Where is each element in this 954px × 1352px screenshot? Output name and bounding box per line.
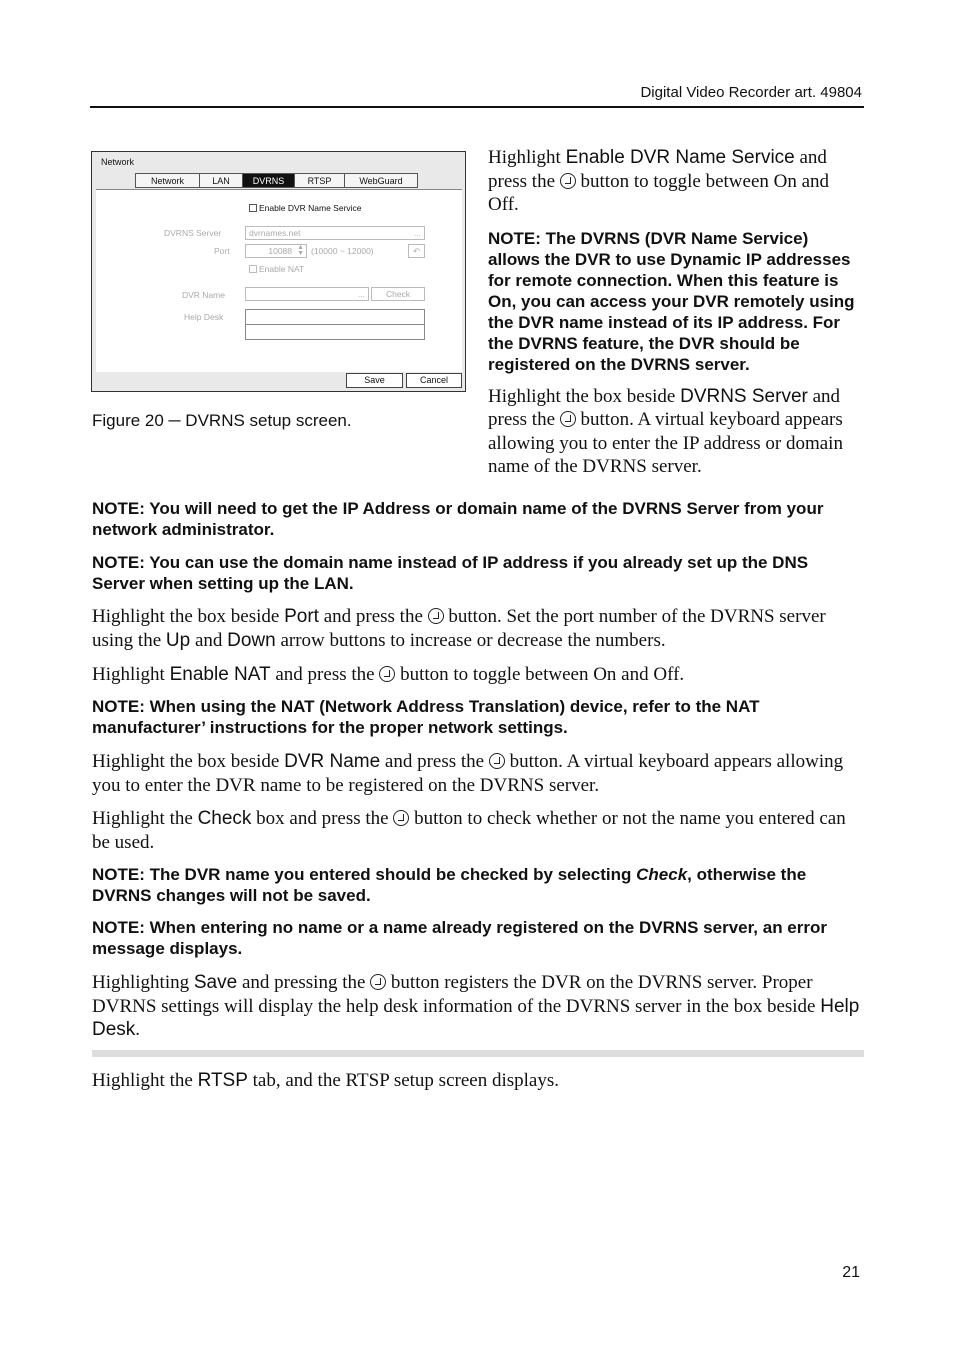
paragraph: Highlight the Check box and press the button to check whether or not the name you entered can be used. bbox=[92, 808, 846, 853]
enable-nat-label: Enable NAT bbox=[259, 264, 305, 274]
help-desk-line-1 bbox=[245, 309, 425, 325]
paragraph: Highlight the box beside DVR Name and press the button. A virtual keyboard appears allowing you to enter the DVR name to be registered on the DVRNS server. bbox=[92, 751, 844, 796]
port-range: (10000 ~ 12000) bbox=[311, 246, 374, 256]
paragraph: Highlight the box beside Port and press the button. Set the port number of the DVRNS server using the Up and Down arrow buttons to increase or decrease the numbers. bbox=[92, 606, 826, 651]
reset-port-button[interactable] bbox=[408, 244, 425, 258]
paragraph: Highlight Enable NAT and press the button to toggle between On and Off. bbox=[92, 664, 685, 685]
note: NOTE: You can use the domain name instead of IP address if you already set up the DNS Server when setting up the LAN. bbox=[92, 553, 809, 593]
page-number: 21 bbox=[842, 1264, 860, 1281]
note: NOTE: The DVRNS (DVR Name Service) allows the DVR to use Dynamic IP addresses for remote connection. When this feature is On, you can access your DVR remotely using the DVR name instead of its IP address. For the DVRNS feature, the DVR should be registered on the DVRNS server. bbox=[488, 228, 855, 374]
port-stepper[interactable] bbox=[245, 244, 307, 258]
enable-dvrns-label: Enable DVR Name Service bbox=[259, 203, 362, 213]
enable-dvrns-checkbox[interactable] bbox=[249, 204, 257, 212]
port-label: Port bbox=[214, 246, 230, 256]
tab-lan[interactable]: LAN bbox=[200, 173, 243, 188]
cancel-button[interactable]: Cancel bbox=[406, 373, 462, 388]
dvrns-server-field[interactable] bbox=[245, 226, 425, 240]
up-down-arrow-icon: ▲ ▼ bbox=[297, 244, 304, 257]
dvr-name-label: DVR Name bbox=[182, 290, 225, 300]
note: NOTE: When using the NAT (Network Address Translation) device, refer to the NAT manufacturer’ instructions for the proper network settings. bbox=[92, 697, 760, 737]
paragraph: Highlight the box beside DVRNS Server and press the button. A virtual keyboard appears allowing you to enter the IP address or domain name of the DVRNS server. bbox=[488, 385, 843, 477]
figure-caption: Figure 20 ─ DVRNS setup screen. bbox=[92, 411, 352, 430]
enter-button-icon bbox=[560, 411, 576, 427]
right-column bbox=[488, 146, 864, 479]
help-desk-label: Help Desk bbox=[184, 312, 224, 322]
dvrns-setup-figure bbox=[91, 151, 466, 392]
enter-button-icon bbox=[393, 810, 409, 826]
running-header: Digital Video Recorder art. 49804 bbox=[640, 84, 862, 101]
enable-nat-checkbox[interactable] bbox=[249, 265, 257, 273]
tab-dvrns[interactable]: DVRNS bbox=[243, 173, 295, 188]
tab-webguard[interactable]: WebGuard bbox=[345, 173, 418, 188]
settings-panel bbox=[96, 189, 462, 372]
dvrns-server-value: dvrnames.net bbox=[249, 228, 301, 238]
check-button[interactable]: Check bbox=[371, 287, 425, 301]
paragraph: Highlighting Save and pressing the button registers the DVR on the DVRNS server. Proper DVRNS settings will display the help desk information of the DVRNS server in the box beside Help Desk. bbox=[92, 972, 860, 1040]
dvr-name-field[interactable] bbox=[245, 287, 369, 301]
enter-button-icon bbox=[370, 974, 386, 990]
tab-rtsp[interactable]: RTSP bbox=[295, 173, 345, 188]
paragraph: Highlight the RTSP tab, and the RTSP setup screen displays. bbox=[92, 1070, 559, 1091]
note: NOTE: When entering no name or a name already registered on the DVRNS server, an error message displays. bbox=[92, 918, 827, 958]
tab-network[interactable]: Network bbox=[135, 173, 200, 188]
tab-bar bbox=[135, 173, 418, 188]
enter-button-icon bbox=[428, 608, 444, 624]
note: NOTE: You will need to get the IP Address or domain name of the DVRNS Server from your network administrator. bbox=[92, 499, 824, 539]
dvrns-server-label: DVRNS Server bbox=[164, 228, 222, 238]
enter-button-icon bbox=[489, 753, 505, 769]
section-divider bbox=[92, 1050, 864, 1057]
undo-icon: ↶ bbox=[412, 246, 421, 256]
help-desk-line-2 bbox=[245, 325, 425, 340]
port-value: 10088 bbox=[268, 246, 292, 256]
more-icon: ... bbox=[357, 289, 365, 299]
window-title: Network bbox=[101, 157, 135, 167]
enter-button-icon bbox=[560, 173, 576, 189]
paragraph: Highlight Enable DVR Name Service and press the button to toggle between On and Off. bbox=[488, 147, 830, 215]
save-button[interactable]: Save bbox=[346, 373, 403, 388]
note: NOTE: The DVR name you entered should be checked by selecting Check, otherwise the DVRNS changes will not be saved. bbox=[92, 865, 807, 905]
more-icon: ... bbox=[413, 228, 421, 238]
enter-button-icon bbox=[379, 666, 395, 682]
header-rule bbox=[90, 106, 864, 108]
